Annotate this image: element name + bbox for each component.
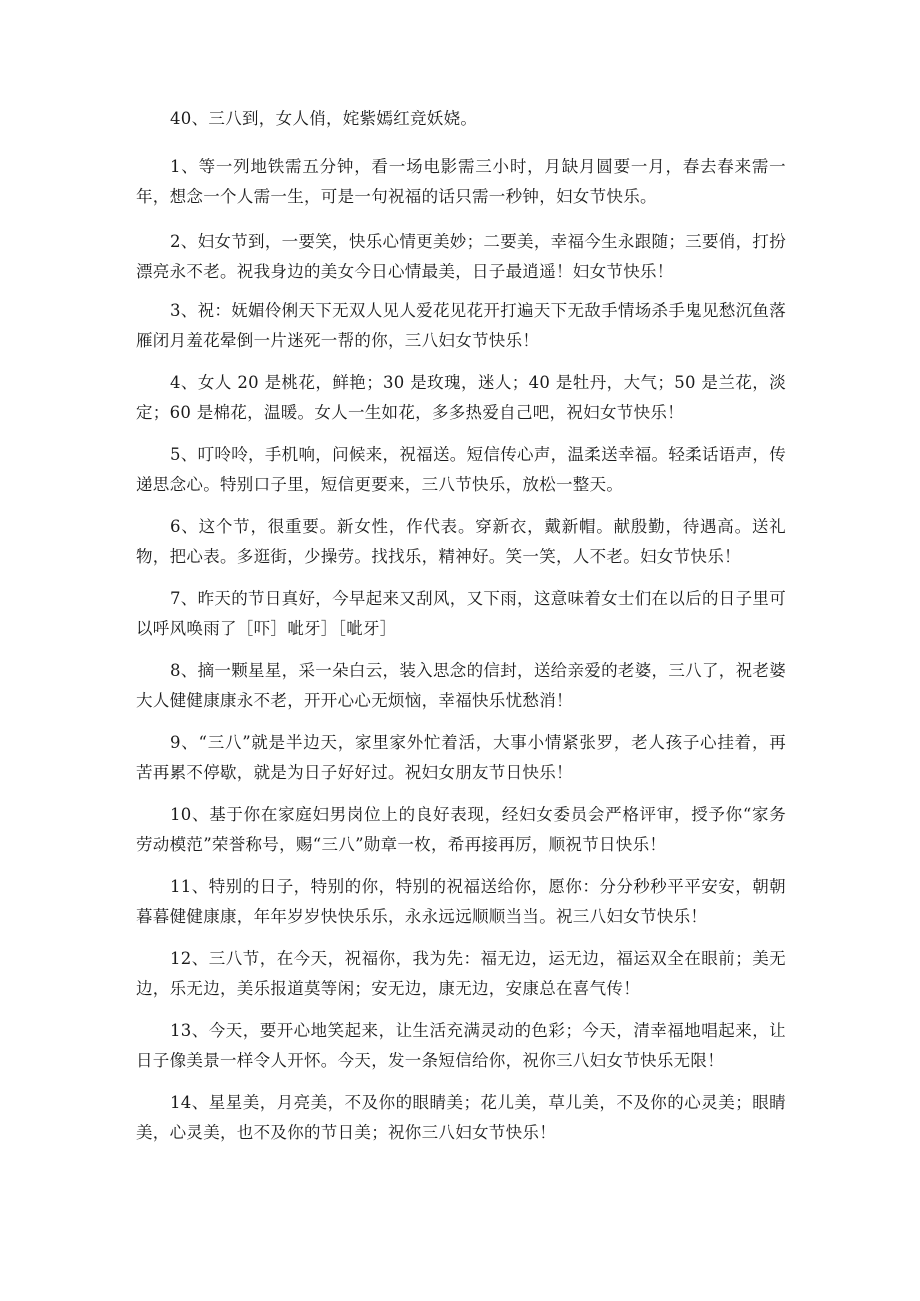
paragraph-9: 9、“三八”就是半边天，家里家外忙着活，大事小情紧张罗，老人孩子心挂着，再苦再累不停歇，就是为日子好好过。祝妇女朋友节日快乐！	[136, 733, 786, 782]
paragraph-7: 7、昨天的节日真好，今早起来又刮风，又下雨，这意味着女士们在以后的日子里可以呼风唤雨了［吓］呲牙］［呲牙］	[136, 589, 786, 638]
paragraph-11: 11、特别的日子，特别的你，特别的祝福送给你，愿你：分分秒秒平平安安，朝朝暮暮健健康康，年年岁岁快快乐乐，永永远远顺顺当当。祝三八妇女节快乐！	[136, 877, 786, 926]
paragraph-6: 6、这个节，很重要。新女性，作代表。穿新衣，戴新帽。献殷勤，待遇高。送礼物，把心表。多逛街，少操劳。找找乐，精神好。笑一笑，人不老。妇女节快乐！	[136, 517, 786, 566]
paragraph-3: 3、祝：妩媚伶俐天下无双人见人爱花见花开打遍天下无敌手情场杀手鬼见愁沉鱼落雁闭月羞花晕倒一片迷死一帮的你，三八妇女节快乐！	[136, 301, 786, 350]
paragraph-40: 40、三八到，女人俏，姹紫嫣红竞妖娆。	[170, 109, 478, 128]
paragraph-2: 2、妇女节到，一要笑，快乐心情更美妙；二要美，幸福今生永跟随；三要俏，打扮漂亮永不老。祝我身边的美女今日心情最美，日子最逍遥！妇女节快乐！	[136, 232, 786, 281]
paragraph-1: 1、等一列地铁需五分钟，看一场电影需三小时，月缺月圆要一月，春去春来需一年，想念一个人需一生，可是一句祝福的话只需一秒钟，妇女节快乐。	[136, 157, 786, 206]
paragraph-5: 5、叮呤呤，手机响，问候来，祝福送。短信传心声，温柔送幸福。轻柔话语声，传递思念心。特别口子里，短信更要来，三八节快乐，放松一整天。	[136, 445, 786, 494]
paragraph-4: 4、女人 20 是桃花，鲜艳；30 是玫瑰，迷人；40 是牡丹，大气；50 是兰花，淡定；60 是棉花，温暖。女人一生如花，多多热爱自己吧，祝妇女节快乐！	[136, 373, 786, 422]
paragraph-10: 10、基于你在家庭妇男岗位上的良好表现，经妇女委员会严格评审，授予你“家务劳动模范”荣誉称号，赐“三八”勋章一枚，希再接再厉，顺祝节日快乐！	[136, 805, 786, 854]
paragraph-14: 14、星星美，月亮美，不及你的眼睛美；花儿美，草儿美，不及你的心灵美；眼睛美，心灵美，也不及你的节日美；祝你三八妇女节快乐！	[136, 1093, 786, 1142]
paragraph-13: 13、今天，要开心地笑起来，让生活充满灵动的色彩；今天，清幸福地唱起来，让日子像美景一样令人开怀。今天，发一条短信给你，祝你三八妇女节快乐无限！	[136, 1021, 786, 1070]
paragraph-8: 8、摘一颗星星，采一朵白云，装入思念的信封，送给亲爱的老婆，三八了，祝老婆大人健健康康永不老，开开心心无烦恼，幸福快乐忧愁消！	[136, 661, 786, 710]
paragraph-12: 12、三八节，在今天，祝福你，我为先：福无边，运无边，福运双全在眼前；美无边，乐无边，美乐报道莫等闲；安无边，康无边，安康总在喜气传！	[136, 949, 786, 998]
